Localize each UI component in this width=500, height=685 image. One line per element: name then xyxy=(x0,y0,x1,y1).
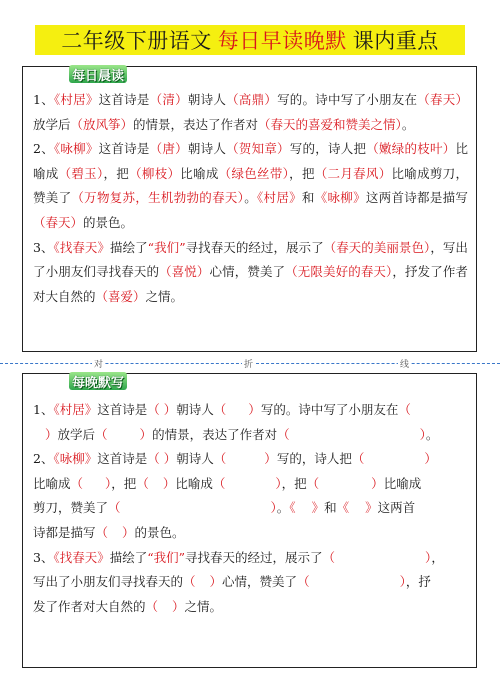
blank-item-1: 1、《村居》这首诗是（ ）朝诗人（ ）写的。诗中写了小朋友在（ ）放学后（ ）的情景，表达了作者对（ ）。 xyxy=(33,402,439,442)
title-grade: 二年级下册语文 xyxy=(61,29,212,53)
evening-dictation-tag: 每晚默写 xyxy=(69,372,127,390)
page-title xyxy=(35,25,465,55)
title-highlight: 每日早读晚默 xyxy=(217,29,347,53)
morning-reading-tag: 每日晨读 xyxy=(69,65,127,83)
evening-dictation-panel xyxy=(22,373,477,668)
blank-item-3: 3、《找春天》描绘了“我们”寻找春天的经过，展示了（ ）， 写出了小朋友们寻找春天的（ ）心情，赞美了（ ），抒 发了作者对大自然的（ ）之情。 xyxy=(33,549,444,614)
evening-dictation-text xyxy=(33,398,468,619)
morning-reading-panel xyxy=(22,66,477,352)
title-topic: 课内重点 xyxy=(352,29,439,53)
blank-item-2: 2、《咏柳》这首诗是（ ）朝诗人（ ）写的，诗人把（ ） 比喻成（ ），把（ ）比喻成（ ），把（ ）比喻成 剪刀，赞美了（ ）。《 》和《 》这两首 诗都是描写（ ）的景色。 xyxy=(33,451,437,540)
item-1: 1、《村居》这首诗是（清）朝诗人（高鼎）写的。诗中写了小朋友在（春天）放学后（放风筝）的情景，表达了作者对（春天的喜爱和赞美之情）。 xyxy=(33,92,468,132)
item-2: 2、《咏柳》这首诗是（唐）朝诗人（贺知章）写的，诗人把（嫩绿的枝叶）比喻成（碧玉），把（柳枝）比喻成（绿色丝带），把（二月春风）比喻成剪刀，赞美了（万物复苏，生机勃勃的春天）。《村居》和《咏柳》这两首诗都是描写（春天）的景色。 xyxy=(33,141,468,230)
fold-line: 对 折 线 xyxy=(0,358,500,370)
item-3: 3、《找春天》描绘了“我们”寻找春天的经过，展示了（春天的美丽景色），写出了小朋友们寻找春天的（喜悦）心情，赞美了（无限美好的春天），抒发了作者对大自然的（喜爱）之情。 xyxy=(33,239,468,304)
morning-reading-text xyxy=(33,88,468,309)
